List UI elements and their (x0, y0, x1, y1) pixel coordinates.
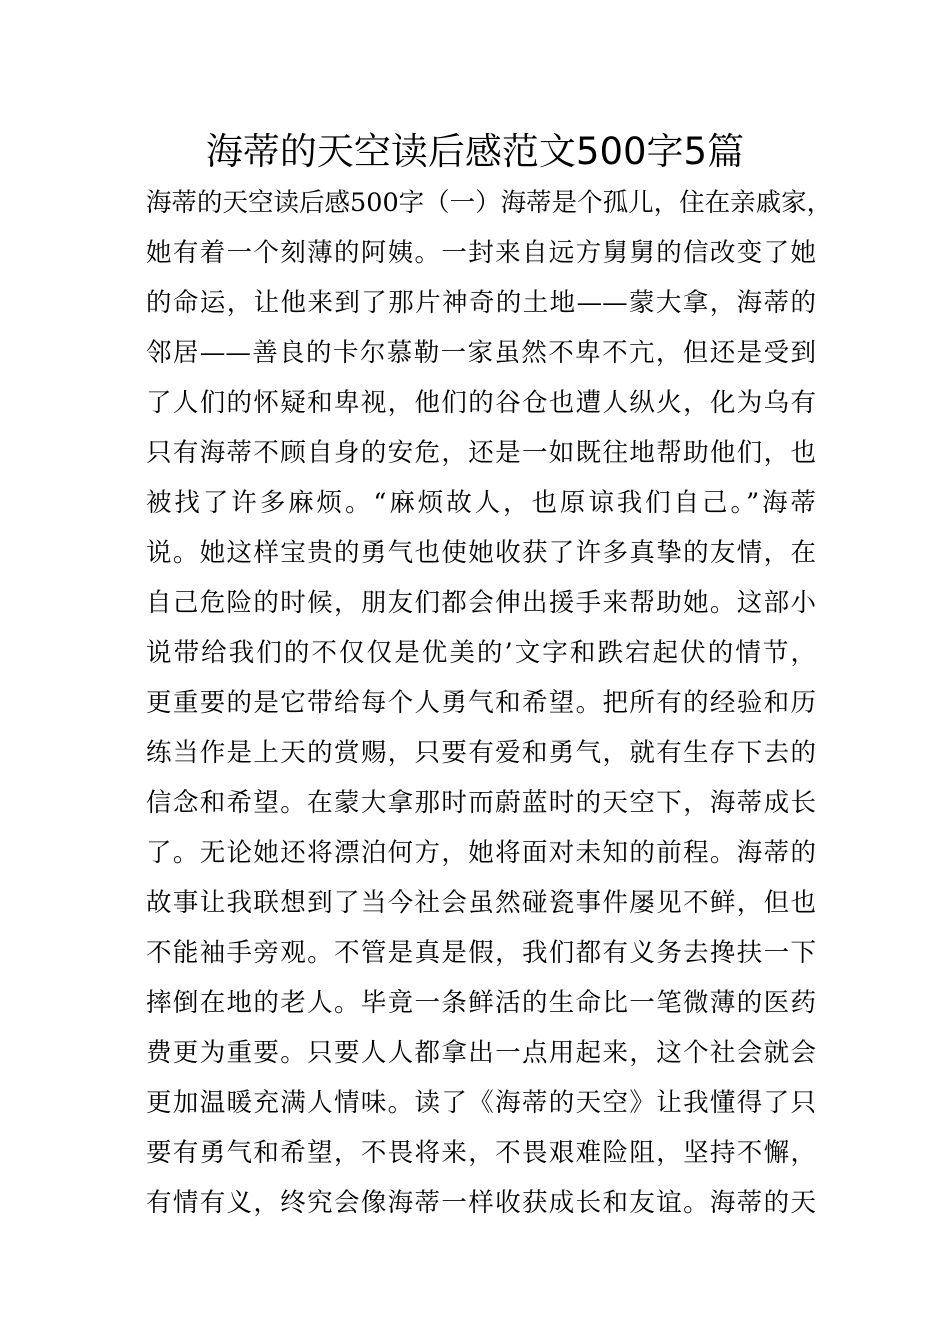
body-line: 了。无论她还将漂泊何方，她将面对未知的前程。海蒂的 (146, 838, 816, 868)
body-line: 说带给我们的不仅仅是优美的’文字和跌宕起伏的情节， (146, 638, 816, 668)
document-title: 海蒂的天空读后感范文500字5篇 (205, 130, 745, 173)
document-body (146, 178, 833, 1228)
body-line: 费更为重要。只要人人都拿出一点用起来，这个社会就会 (146, 1038, 816, 1068)
body-line: 说。她这样宝贵的勇气也使她收获了许多真挚的友情，在 (146, 538, 816, 568)
body-line: 只有海蒂不顾自身的安危，还是一如既往地帮助他们，也 (146, 438, 816, 468)
body-line: 更重要的是它带给每个人勇气和希望。把所有的经验和历 (146, 688, 816, 718)
body-line: 故事让我联想到了当今社会虽然碰瓷事件屡见不鲜，但也 (146, 888, 816, 918)
body-line: 邻居——善良的卡尔慕勒一家虽然不卑不亢，但还是受到 (146, 338, 816, 368)
body-line: 海蒂的天空读后感500字（一）海蒂是个孤儿，住在亲戚家， (146, 188, 833, 218)
body-line: 她有着一个刻薄的阿姨。一封来自远方舅舅的信改变了她 (146, 238, 816, 268)
body-line: 自己危险的时候，朋友们都会伸出援手来帮助她。这部小 (146, 588, 816, 618)
body-line: 被找了许多麻烦。“麻烦故人，也原谅我们自己。”海蒂 (146, 488, 816, 518)
body-line: 练当作是上天的赏赐，只要有爱和勇气，就有生存下去的 (146, 738, 816, 768)
body-line: 信念和希望。在蒙大拿那时而蔚蓝时的天空下，海蒂成长 (146, 788, 816, 818)
body-line: 更加温暖充满人情味。读了《海蒂的天空》让我懂得了只 (146, 1088, 816, 1118)
body-line: 的命运，让他来到了那片神奇的土地——蒙大拿，海蒂的 (146, 288, 816, 318)
body-line: 不能袖手旁观。不管是真是假，我们都有义务去搀扶一下 (146, 938, 816, 968)
body-line: 摔倒在地的老人。毕竟一条鲜活的生命比一笔微薄的医药 (146, 988, 816, 1018)
body-line: 了人们的怀疑和卑视，他们的谷仓也遭人纵火，化为乌有 (146, 388, 816, 418)
body-line: 有情有义，终究会像海蒂一样收获成长和友谊。海蒂的天 (146, 1188, 816, 1218)
body-line: 要有勇气和希望，不畏将来，不畏艰难险阻，坚持不懈， (146, 1138, 816, 1168)
